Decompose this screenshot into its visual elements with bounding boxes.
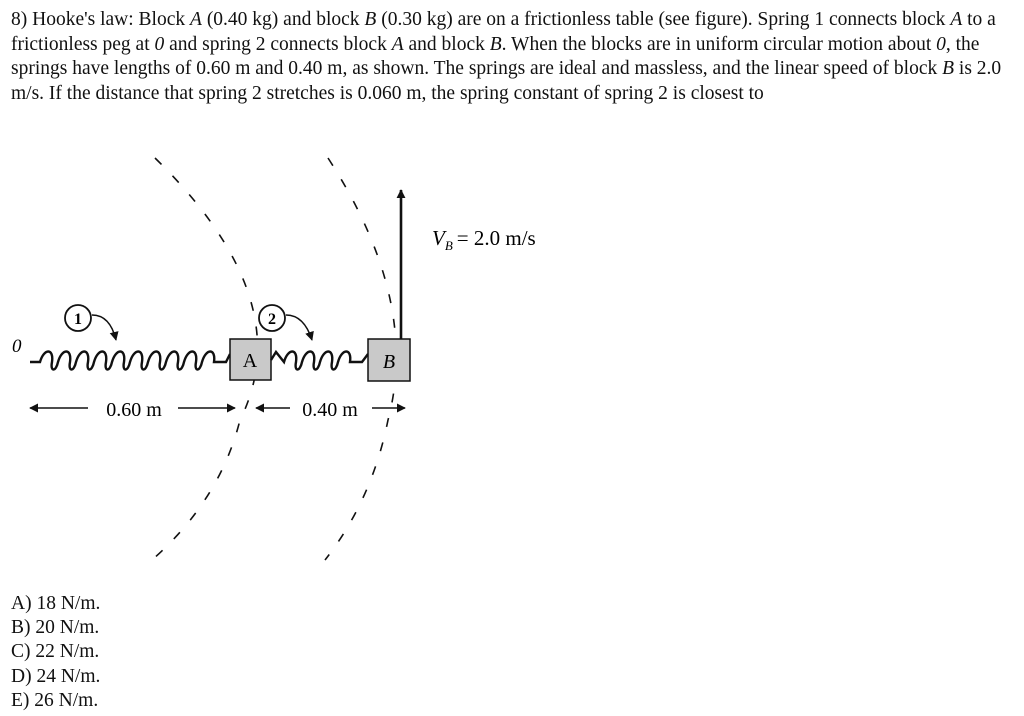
question-segment: is 2.0 m/s. If the distance that spring 2 stretches is 0.060 m, the spring constant of spring 2 is closest to — [11, 58, 1002, 104]
origin-label: 0 — [12, 336, 22, 357]
question-text — [11, 8, 1019, 106]
spring-2-marker: 2 — [268, 311, 276, 328]
question-segment: Block — [138, 9, 186, 30]
question-topic: Hooke's law: — [32, 9, 134, 30]
velocity-subscript: B — [444, 238, 453, 253]
choice-e[interactable]: E) 26 N/m. — [11, 689, 99, 711]
spring-1-pointer — [92, 315, 116, 340]
velocity-label — [432, 226, 536, 253]
question-number: 8) — [11, 9, 28, 30]
question-segment: to a frictionless peg at — [11, 9, 996, 55]
answer-choices — [11, 592, 100, 713]
choice-a[interactable]: A) 18 N/m. — [11, 593, 101, 614]
question-segment: , the springs have lengths of 0.60 m and 0.40 m, as shown. The springs are ideal and massless, and the linear speed of block — [11, 33, 980, 80]
question-segment: (0.30 kg) are on a frictionless table (see figure). Spring 1 connects block — [381, 9, 946, 30]
dimension-1-label: 0.60 m — [106, 399, 162, 421]
block-b-label: B — [382, 351, 396, 373]
question-segment: . When the blocks are in uniform circular motion about — [501, 33, 932, 55]
block-b-ref: B — [489, 33, 502, 55]
question-segment: and spring 2 connects block — [169, 33, 387, 55]
spring-2-coil — [271, 352, 368, 370]
choice-c[interactable]: C) 22 N/m. — [11, 641, 100, 663]
block-b-ref: B — [364, 9, 377, 30]
peg-ref: 0 — [154, 33, 165, 55]
choice-d[interactable]: D) 24 N/m. — [11, 665, 101, 687]
choice-b[interactable]: B) 20 N/m. — [11, 617, 100, 639]
velocity-value: = 2.0 m/s — [456, 226, 536, 250]
block-a-ref: A — [190, 9, 202, 30]
block-a-ref: A — [391, 33, 404, 55]
peg-ref: 0 — [936, 33, 946, 55]
dimension-2-label: 0.40 m — [302, 399, 358, 421]
block-a-label: A — [242, 350, 258, 372]
block-b-ref: B — [942, 58, 955, 80]
velocity-symbol: V — [432, 226, 445, 250]
question-segment: and block — [408, 33, 485, 55]
spring-1-marker: 1 — [74, 311, 82, 328]
block-a-ref: A — [950, 9, 963, 30]
question-segment: (0.40 kg) and block — [206, 9, 360, 30]
hookes-law-figure — [0, 140, 620, 580]
spring-1-coil — [30, 352, 230, 370]
spring-2-pointer — [286, 315, 312, 340]
